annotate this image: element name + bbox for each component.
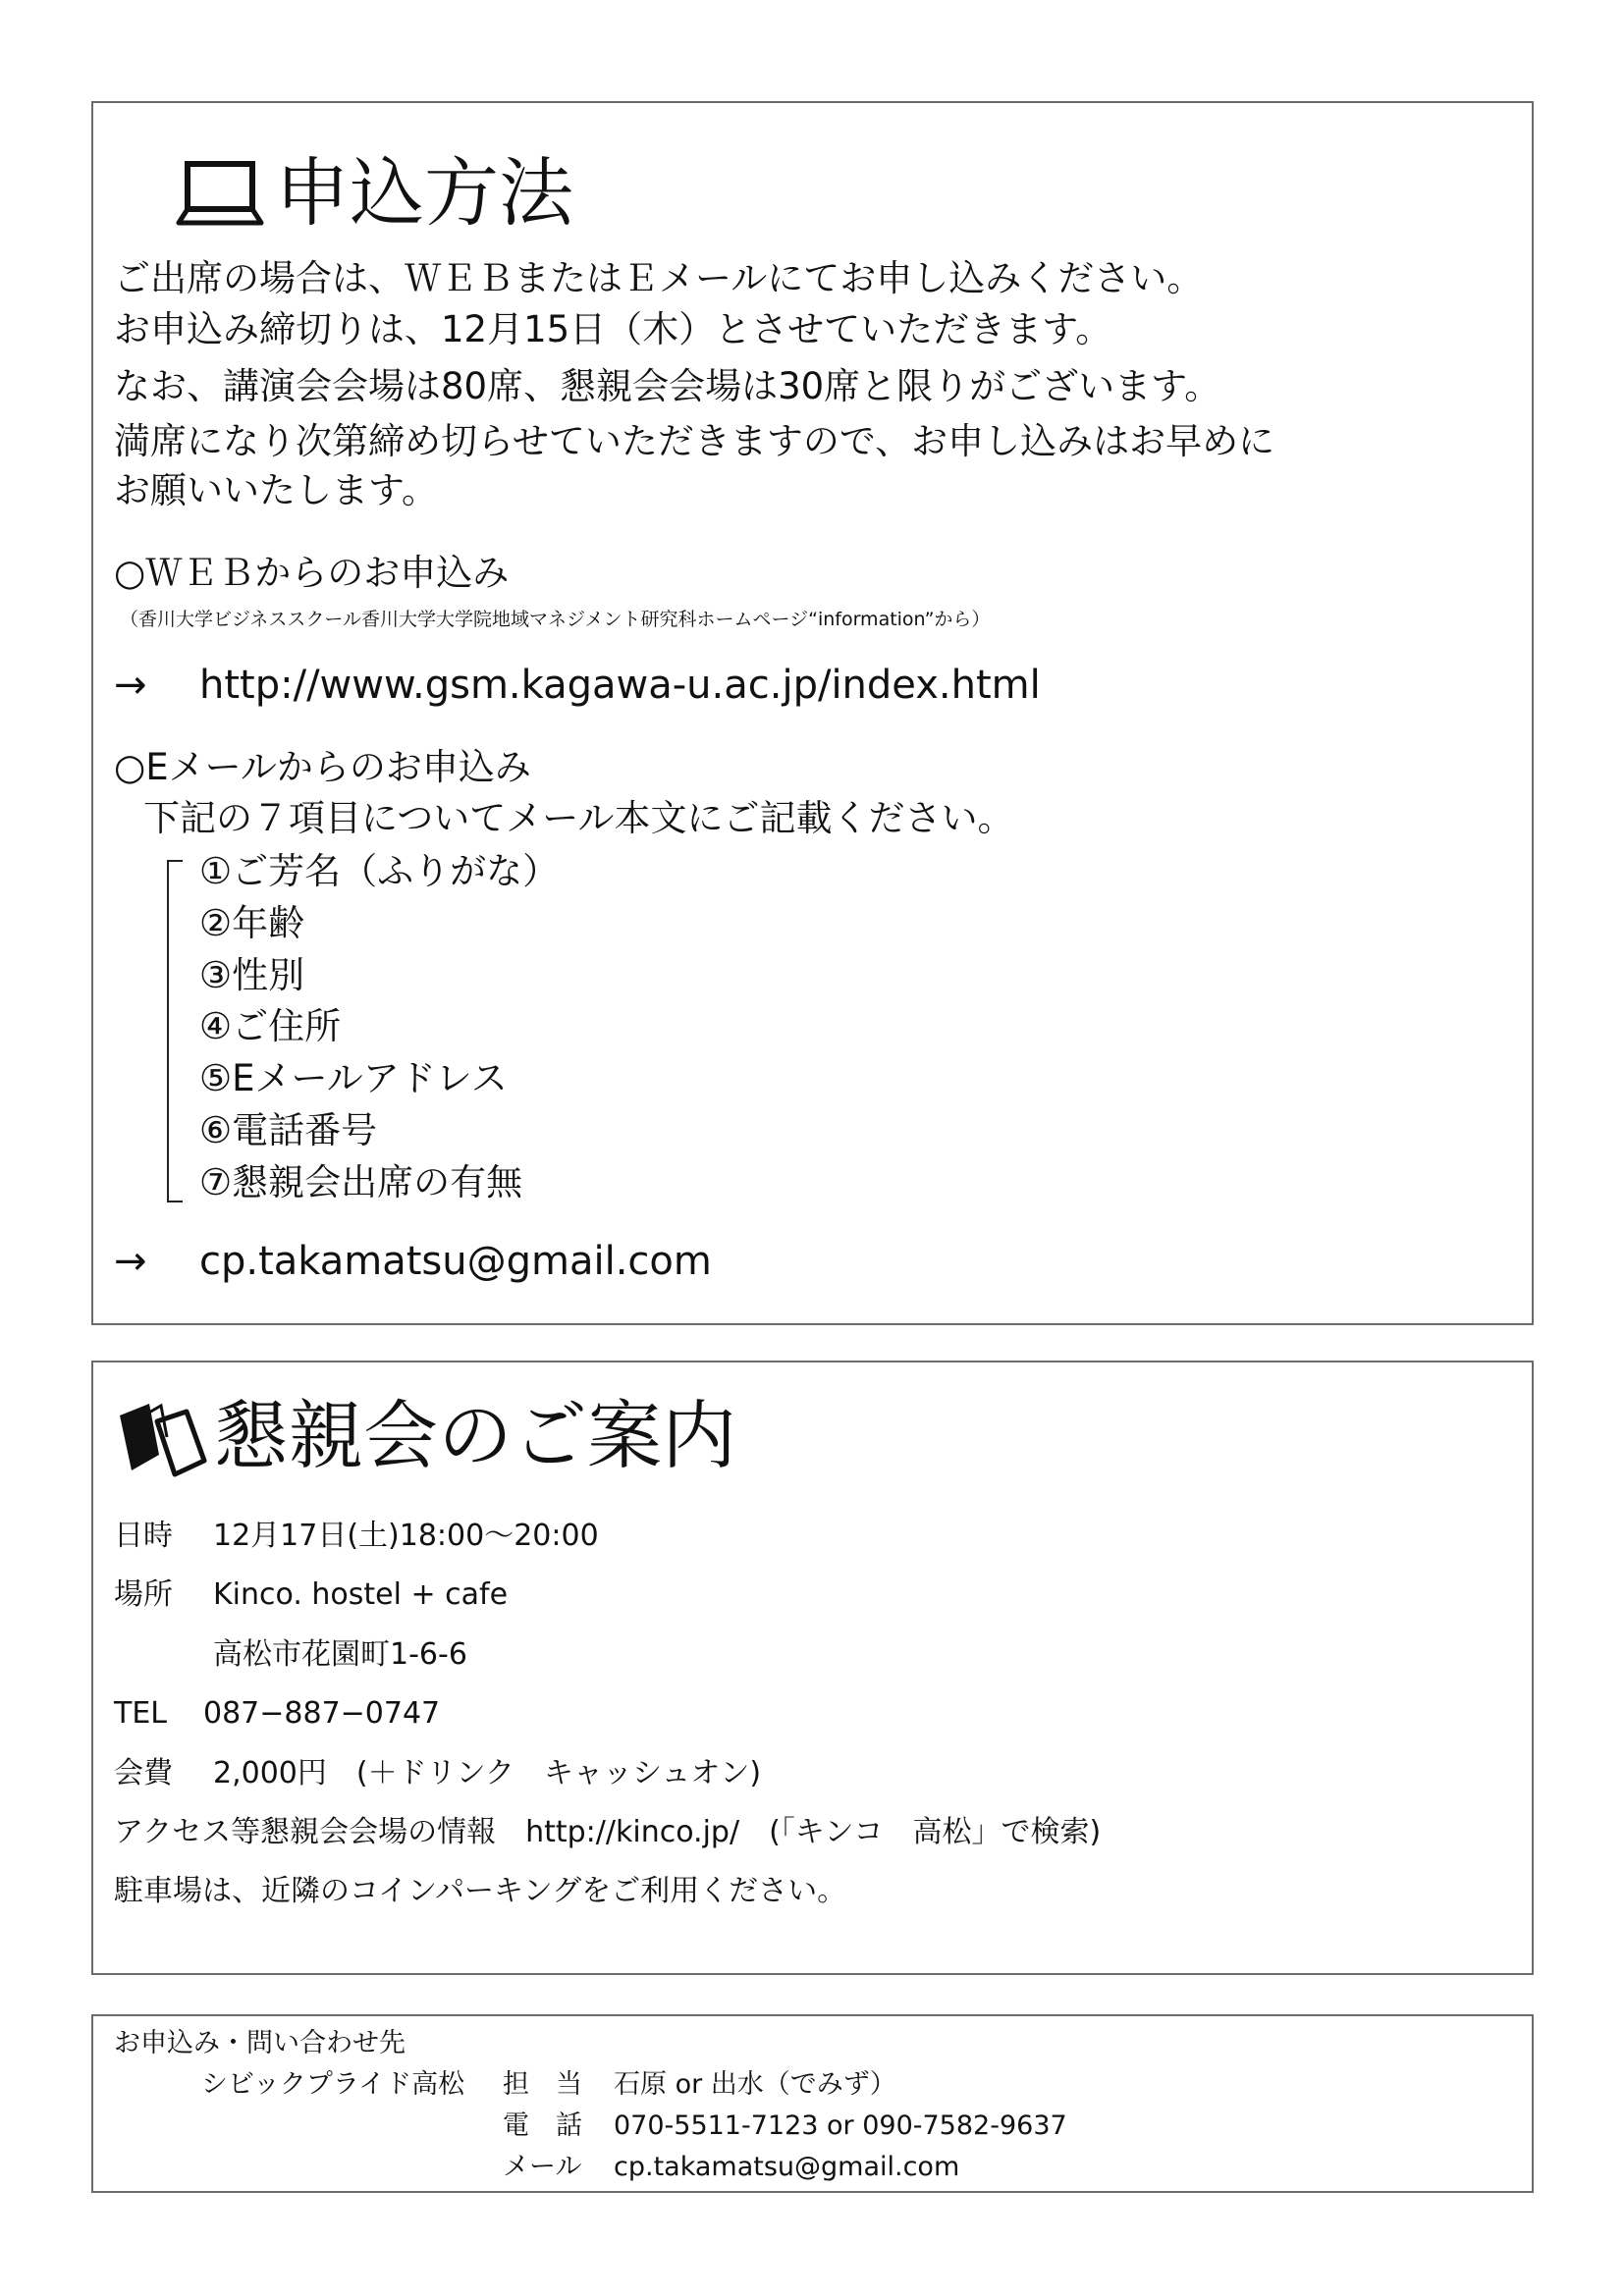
tel-label: TEL — [114, 1696, 167, 1731]
fee-value: 2,000円 (＋ドリンク キャッシュオン) — [213, 1756, 762, 1790]
intro-line-2: お申込み締切りは、12月15日（木）とさせていただきます。 — [114, 308, 1112, 350]
contact-heading: お申込み・問い合わせ先 — [114, 2028, 406, 2058]
list-item: ②年齢 — [199, 902, 305, 944]
list-item: ①ご芳名（ふりがな） — [199, 850, 560, 892]
parking-info: 駐車場は、近隣のコインパーキングをご利用ください。 — [114, 1874, 847, 1908]
web-url-link[interactable]: http://www.gsm.kagawa-u.ac.jp/index.html — [199, 663, 1041, 708]
web-arrow: → — [114, 663, 147, 708]
fee-label: 会費 — [114, 1756, 173, 1790]
intro-line-5: お願いいたします。 — [114, 469, 439, 511]
access-info: アクセス等懇親会会場の情報 http://kinco.jp/ (「キンコ 高松」で検索) — [114, 1815, 1102, 1849]
list-item: ③性別 — [199, 954, 305, 996]
email-address-link[interactable]: cp.takamatsu@gmail.com — [199, 1239, 712, 1284]
intro-line-1: ご出席の場合は、ＷＥＢまたはＥメールにてお申し込みください。 — [114, 257, 1204, 299]
web-heading: ○ＷＥＢからのお申込み — [114, 552, 510, 594]
email-heading: ○Eメールからのお申込み — [114, 746, 531, 788]
list-item: ⑦懇親会出席の有無 — [199, 1161, 523, 1203]
person-label: 担 当 — [503, 2069, 582, 2100]
tel-value: 087−887−0747 — [203, 1696, 441, 1731]
place-label: 場所 — [114, 1577, 173, 1612]
intro-line-3: なお、講演会会場は80席、懇親会会場は30席と限りがございます。 — [114, 365, 1221, 407]
email-instruction: 下記の７項目についてメール本文にご記載ください。 — [143, 797, 1014, 839]
place-address: 高松市花園町1-6-6 — [213, 1637, 467, 1672]
list-item: ⑥電話番号 — [199, 1109, 378, 1151]
list-item: ④ご住所 — [199, 1005, 342, 1047]
list-item: ⑤Eメールアドレス — [199, 1057, 508, 1099]
mail-label: メール — [503, 2152, 582, 2182]
application-title: 申込方法 — [275, 149, 573, 237]
email-arrow: → — [114, 1239, 147, 1284]
party-flags-icon — [114, 1398, 212, 1480]
intro-line-4: 満席になり次第締め切らせていただきますので、お申し込みはお早めに — [114, 420, 1275, 462]
person-value: 石原 or 出水（でみず） — [614, 2069, 896, 2100]
place-value: Kinco. hostel + cafe — [213, 1577, 509, 1612]
contact-org: シビックプライド高松 — [201, 2069, 465, 2100]
date-label: 日時 — [114, 1519, 173, 1553]
mail-value[interactable]: cp.takamatsu@gmail.com — [614, 2152, 960, 2182]
laptop-icon — [175, 160, 265, 229]
phone-value: 070-5511-7123 or 090-7582-9637 — [614, 2110, 1067, 2141]
party-title: 懇親会のご案内 — [214, 1392, 736, 1479]
web-note: （香川大学ビジネススクール香川大学大学院地域マネジメント研究科ホームページ“information”から） — [120, 609, 991, 630]
date-value: 12月17日(土)18:00～20:00 — [213, 1519, 599, 1553]
phone-label: 電 話 — [503, 2110, 582, 2141]
items-bracket — [167, 860, 183, 1202]
